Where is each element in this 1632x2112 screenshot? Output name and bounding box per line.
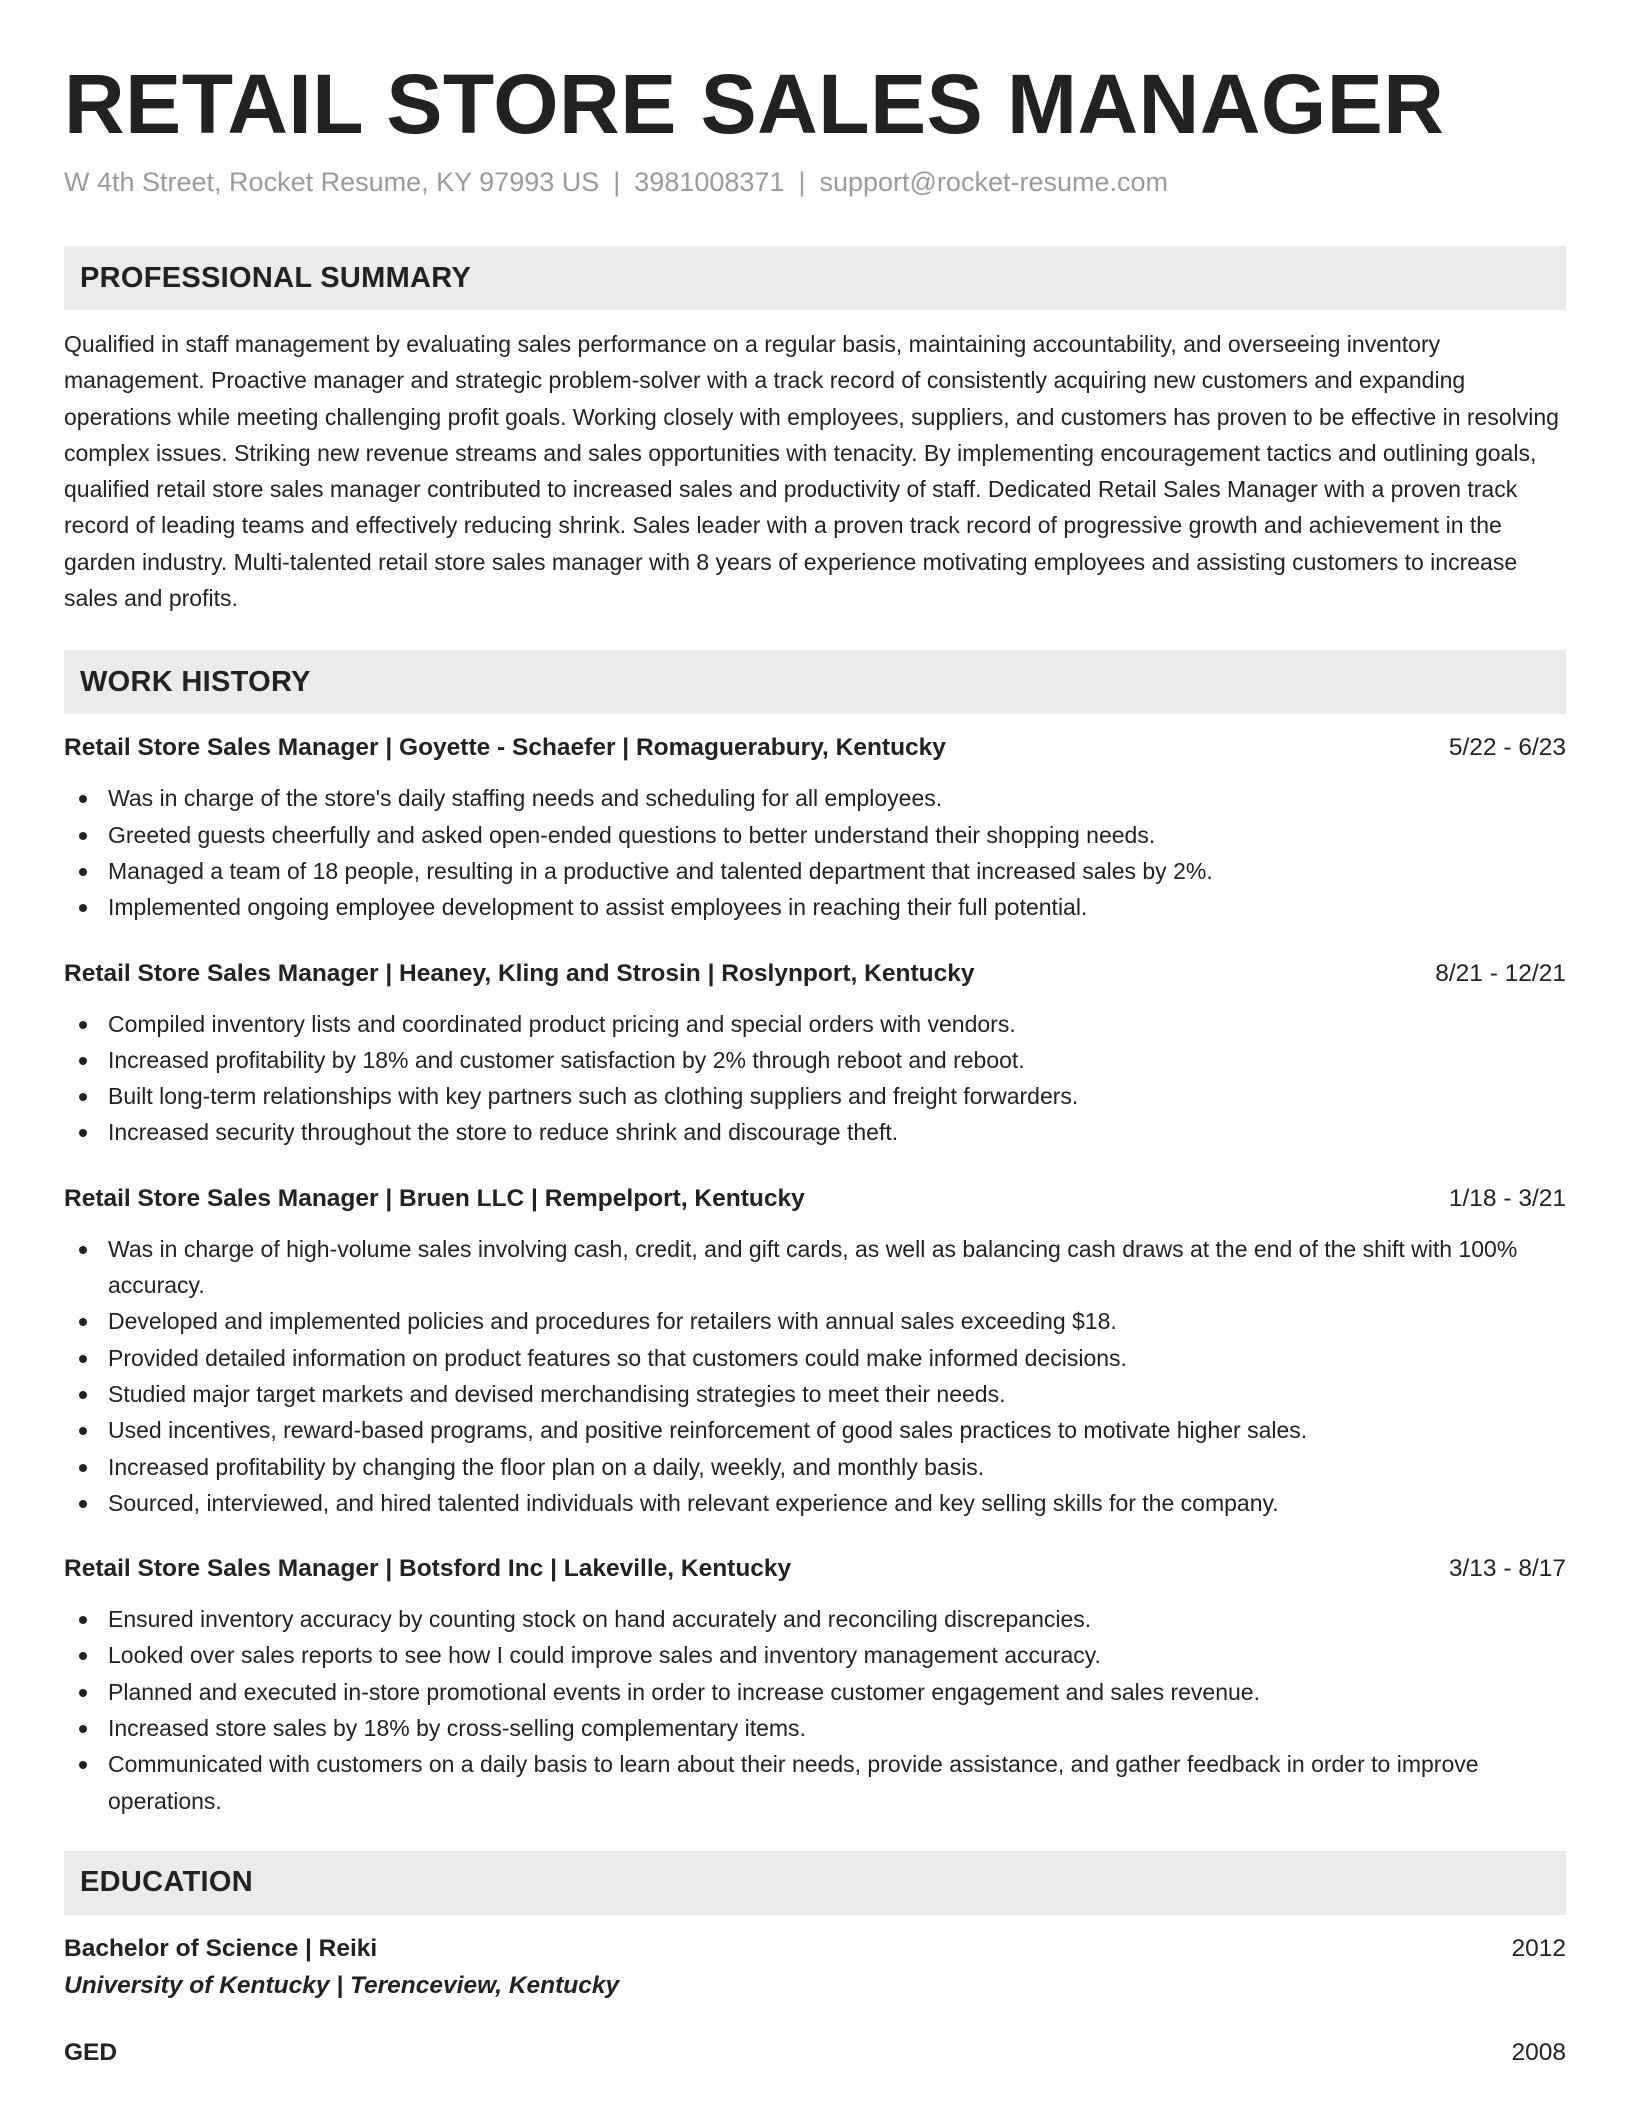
job-entry bbox=[64, 1551, 1566, 1819]
job-title: Retail Store Sales Manager | Botsford Inc | Lakeville, Kentucky bbox=[64, 1555, 792, 1583]
contact-separator: | bbox=[613, 167, 621, 197]
summary-text: Qualified in staff management by evaluating sales performance on a regular basis, maintaining accountability, and overseeing inventory management. Proactive manager and strategic problem-solver with a track record of consistently acquiring new customers and expanding operations while meeting challenging profit goals. Working closely with employees, suppliers, and customers has proven to be effective in resolving complex issues. Striking new revenue streams and sales opportunities with tenacity. By implementing encouragement tactics and outlining goals, qualified retail store sales manager contributed to increased sales and productivity of staff. Dedicated Retail Sales Manager with a proven track record of leading teams and effectively reducing shrink. Sales leader with a proven track record of progressive growth and achievement in the garden industry. Multi-talented retail store sales manager with 8 years of experience motivating employees and assisting customers to increase sales and profits. bbox=[64, 331, 1559, 612]
education-entry bbox=[64, 2035, 1566, 2071]
bullet-dot-icon bbox=[79, 1318, 87, 1326]
job-dates: 8/21 - 12/21 bbox=[1435, 959, 1566, 987]
bullet-dot-icon bbox=[79, 1464, 87, 1472]
bullet-dot-icon bbox=[79, 1021, 87, 1029]
education-section-header: EDUCATION bbox=[64, 1851, 1566, 1915]
job-bullet bbox=[64, 1674, 1566, 1710]
bullet-dot-icon bbox=[79, 1500, 87, 1508]
bullet-dot-icon bbox=[79, 904, 87, 912]
job-dates: 1/18 - 3/21 bbox=[1448, 1184, 1566, 1212]
job-bullet-text: Increased profitability by changing the floor plan on a daily, weekly, and monthly basis. bbox=[108, 1453, 985, 1480]
job-bullet-text: Studied major target markets and devised merchandising strategies to meet their needs. bbox=[108, 1380, 1006, 1407]
job-bullet bbox=[64, 1376, 1566, 1412]
summary-section-header: PROFESSIONAL SUMMARY bbox=[64, 246, 1566, 310]
job-title: Retail Store Sales Manager | Bruen LLC | Rempelport, Kentucky bbox=[64, 1184, 805, 1212]
job-bullet-text: Implemented ongoing employee development to assist employees in reaching their full potential. bbox=[108, 894, 1088, 921]
job-bullet-text: Built long-term relationships with key partners such as clothing suppliers and freight forwarders. bbox=[108, 1083, 1079, 1110]
job-entry bbox=[64, 956, 1566, 1151]
job-bullets bbox=[64, 780, 1566, 925]
bullet-dot-icon bbox=[79, 1246, 87, 1254]
education-row bbox=[64, 2035, 1566, 2071]
job-bullet bbox=[64, 1114, 1566, 1150]
job-bullet bbox=[64, 889, 1566, 925]
job-bullet-text: Sourced, interviewed, and hired talented individuals with relevant experience and key selling skills for the company. bbox=[108, 1489, 1279, 1516]
job-title-row bbox=[64, 956, 1566, 992]
job-bullet bbox=[64, 853, 1566, 889]
job-bullet-text: Communicated with customers on a daily basis to learn about their needs, provide assistance, and gather feedback in order to improve operations. bbox=[108, 1751, 1479, 1814]
job-bullet bbox=[64, 780, 1566, 816]
job-bullet bbox=[64, 1601, 1566, 1637]
job-dates: 5/22 - 6/23 bbox=[1448, 734, 1566, 762]
job-bullet bbox=[64, 1042, 1566, 1078]
education-degree: GED bbox=[64, 2038, 118, 2066]
job-bullet-text: Compiled inventory lists and coordinated product pricing and special orders with vendors. bbox=[108, 1010, 1016, 1037]
job-bullet-text: Increased profitability by 18% and customer satisfaction by 2% through reboot and reboot. bbox=[108, 1046, 1025, 1073]
contact-separator: | bbox=[798, 167, 806, 197]
contact-phone: 3981008371 bbox=[634, 167, 785, 197]
job-bullet-text: Used incentives, reward-based programs, and positive reinforcement of good sales practices to motivate higher sales. bbox=[108, 1417, 1308, 1444]
job-bullet-text: Increased store sales by 18% by cross-selling complementary items. bbox=[108, 1715, 806, 1742]
job-bullet bbox=[64, 1340, 1566, 1376]
work-history-list bbox=[64, 730, 1566, 1819]
job-bullet bbox=[64, 1710, 1566, 1746]
bullet-dot-icon bbox=[79, 1427, 87, 1435]
education-entry bbox=[64, 1931, 1566, 2005]
job-bullets bbox=[64, 1231, 1566, 1521]
bullet-dot-icon bbox=[79, 1652, 87, 1660]
contact-email: support@rocket-resume.com bbox=[819, 167, 1168, 197]
job-bullet bbox=[64, 1746, 1566, 1819]
job-dates: 3/13 - 8/17 bbox=[1448, 1555, 1566, 1583]
job-bullet-text: Greeted guests cheerfully and asked open-ended questions to better understand their shopping needs. bbox=[108, 821, 1156, 848]
job-title: Retail Store Sales Manager | Goyette - Schaefer | Romaguerabury, Kentucky bbox=[64, 734, 946, 762]
job-bullet bbox=[64, 1485, 1566, 1521]
job-bullet bbox=[64, 1303, 1566, 1339]
job-title-row bbox=[64, 730, 1566, 766]
job-title-row bbox=[64, 1181, 1566, 1217]
job-bullet-text: Was in charge of the store's daily staffing needs and scheduling for all employees. bbox=[108, 785, 943, 812]
job-bullet bbox=[64, 1449, 1566, 1485]
bullet-dot-icon bbox=[79, 1129, 87, 1137]
job-entry bbox=[64, 730, 1566, 925]
job-bullet bbox=[64, 1637, 1566, 1673]
education-year: 2012 bbox=[1511, 1934, 1566, 1962]
education-school: University of Kentucky | Terenceview, Kentucky bbox=[64, 1971, 620, 1999]
job-title: Retail Store Sales Manager | Heaney, Kling and Strosin | Roslynport, Kentucky bbox=[64, 959, 975, 987]
education-degree: Bachelor of Science | Reiki bbox=[64, 1934, 378, 1962]
job-bullets bbox=[64, 1006, 1566, 1151]
bullet-dot-icon bbox=[79, 1616, 87, 1624]
bullet-dot-icon bbox=[79, 1725, 87, 1733]
contact-address: W 4th Street, Rocket Resume, KY 97993 US bbox=[64, 167, 600, 197]
job-bullet bbox=[64, 1412, 1566, 1448]
bullet-dot-icon bbox=[79, 1761, 87, 1769]
bullet-dot-icon bbox=[79, 795, 87, 803]
contact-line bbox=[64, 164, 1566, 200]
job-bullet bbox=[64, 1006, 1566, 1042]
bullet-dot-icon bbox=[79, 868, 87, 876]
bullet-dot-icon bbox=[79, 1689, 87, 1697]
bullet-dot-icon bbox=[79, 1391, 87, 1399]
job-bullet bbox=[64, 817, 1566, 853]
job-bullet-text: Developed and implemented policies and procedures for retailers with annual sales exceeding $18. bbox=[108, 1308, 1117, 1335]
education-row bbox=[64, 1931, 1566, 1967]
job-bullet bbox=[64, 1078, 1566, 1114]
job-bullet-text: Was in charge of high-volume sales involving cash, credit, and gift cards, as well as balancing cash draws at the end of the shift with 100% accuracy. bbox=[108, 1235, 1518, 1299]
job-bullet-text: Ensured inventory accuracy by counting stock on hand accurately and reconciling discrepancies. bbox=[108, 1606, 1092, 1633]
job-bullets bbox=[64, 1601, 1566, 1819]
bullet-dot-icon bbox=[79, 1093, 87, 1101]
job-bullet-text: Planned and executed in-store promotional events in order to increase customer engagement and sales revenue. bbox=[108, 1678, 1260, 1705]
job-bullet-text: Increased security throughout the store to reduce shrink and discourage theft. bbox=[108, 1119, 899, 1146]
work-history-section-header: WORK HISTORY bbox=[64, 650, 1566, 714]
bullet-dot-icon bbox=[79, 1057, 87, 1065]
job-bullet bbox=[64, 1231, 1566, 1304]
resume-page bbox=[64, 54, 1566, 2071]
bullet-dot-icon bbox=[79, 832, 87, 840]
job-bullet-text: Looked over sales reports to see how I could improve sales and inventory management accuracy. bbox=[108, 1642, 1101, 1669]
job-bullet-text: Provided detailed information on product features so that customers could make informed decisions. bbox=[108, 1344, 1127, 1371]
job-entry bbox=[64, 1181, 1566, 1521]
bullet-dot-icon bbox=[79, 1355, 87, 1363]
job-bullet-text: Managed a team of 18 people, resulting in a productive and talented department that increased sales by 2%. bbox=[108, 857, 1213, 884]
job-title-row bbox=[64, 1551, 1566, 1587]
resume-title: RETAIL STORE SALES MANAGER bbox=[64, 57, 1445, 151]
education-year: 2008 bbox=[1511, 2038, 1566, 2066]
